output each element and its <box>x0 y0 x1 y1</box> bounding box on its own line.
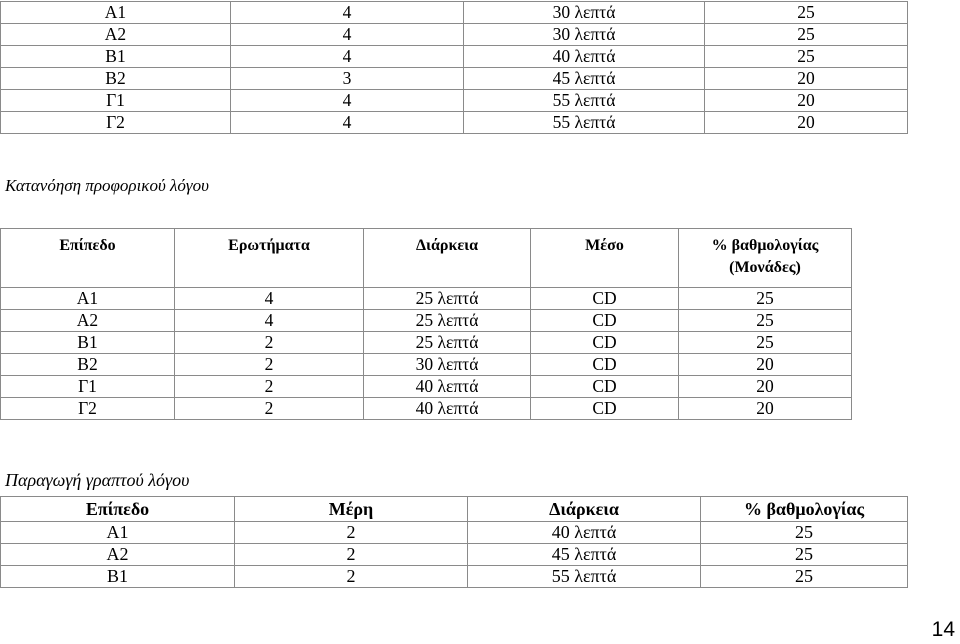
table-cell: 2 <box>175 354 364 376</box>
header-score: % βαθμολογίας (Μονάδες) <box>679 229 852 288</box>
table-cell: 25 λεπτά <box>364 332 531 354</box>
header-level: Επίπεδο <box>1 497 235 522</box>
table-cell: 25 <box>679 288 852 310</box>
table-cell: 2 <box>175 376 364 398</box>
table-cell: CD <box>531 398 679 420</box>
table-row <box>1 310 852 332</box>
header-questions: Ερωτήματα <box>175 229 364 288</box>
table-cell: CD <box>531 310 679 332</box>
table-cell: B1 <box>1 566 235 588</box>
table-cell: 4 <box>231 2 464 24</box>
header-level: Επίπεδο <box>1 229 175 288</box>
table-cell: B1 <box>1 332 175 354</box>
table-cell: A2 <box>1 544 235 566</box>
table-cell: 55 λεπτά <box>464 112 705 134</box>
table-cell: A1 <box>1 522 235 544</box>
writing-table <box>0 496 908 588</box>
table-row <box>1 288 852 310</box>
table-cell: 20 <box>705 90 908 112</box>
table-cell: B2 <box>1 68 231 90</box>
table-cell: A2 <box>1 24 231 46</box>
table-cell: 30 λεπτά <box>364 354 531 376</box>
table-row <box>1 376 852 398</box>
table-cell: 25 <box>679 332 852 354</box>
page-number: 14 <box>931 618 955 641</box>
table-cell: 2 <box>235 522 468 544</box>
table-cell: 45 λεπτά <box>468 544 701 566</box>
table-row <box>1 566 908 588</box>
table-cell: 25 <box>679 310 852 332</box>
table-cell: CD <box>531 288 679 310</box>
table-cell: 40 λεπτά <box>468 522 701 544</box>
table-cell: Γ2 <box>1 398 175 420</box>
table-row <box>1 522 908 544</box>
table-cell: B2 <box>1 354 175 376</box>
table-cell: 40 λεπτά <box>364 376 531 398</box>
table-row <box>1 112 908 134</box>
table-cell: 20 <box>679 354 852 376</box>
table-cell: 40 λεπτά <box>464 46 705 68</box>
table-cell: 4 <box>231 46 464 68</box>
header-parts: Μέρη <box>235 497 468 522</box>
table1-body <box>1 2 908 134</box>
table-cell: CD <box>531 376 679 398</box>
header-row <box>1 497 908 522</box>
listening-table <box>0 228 852 420</box>
table-cell: 20 <box>705 68 908 90</box>
table-cell: A2 <box>1 310 175 332</box>
table-cell: 4 <box>175 288 364 310</box>
table-cell: 25 λεπτά <box>364 288 531 310</box>
table2-body <box>1 288 852 420</box>
table-cell: 25 <box>701 566 908 588</box>
table-cell: 55 λεπτά <box>468 566 701 588</box>
table3-body <box>1 522 908 588</box>
table-cell: 3 <box>231 68 464 90</box>
table-cell: Γ1 <box>1 376 175 398</box>
header-medium: Μέσο <box>531 229 679 288</box>
table-cell: 25 <box>701 522 908 544</box>
table-cell: 45 λεπτά <box>464 68 705 90</box>
table-cell: 4 <box>231 90 464 112</box>
header-score: % βαθμολογίας <box>701 497 908 522</box>
exam-table-continued <box>0 1 908 134</box>
table-row <box>1 332 852 354</box>
table-row <box>1 2 908 24</box>
section-title-writing: Παραγωγή γραπτού λόγου <box>5 470 190 490</box>
table-cell: 20 <box>679 398 852 420</box>
table-cell: 30 λεπτά <box>464 2 705 24</box>
table-cell: B1 <box>1 46 231 68</box>
table-row <box>1 354 852 376</box>
table-row <box>1 24 908 46</box>
table-cell: 25 <box>705 24 908 46</box>
table-row <box>1 90 908 112</box>
table-cell: 40 λεπτά <box>364 398 531 420</box>
table-cell: 20 <box>679 376 852 398</box>
table-cell: CD <box>531 332 679 354</box>
table-cell: 2 <box>235 544 468 566</box>
table-cell: 20 <box>705 112 908 134</box>
table-cell: 25 <box>701 544 908 566</box>
table-cell: 25 <box>705 2 908 24</box>
table-cell: CD <box>531 354 679 376</box>
section-title-listening: Κατανόηση προφορικού λόγου <box>5 176 209 195</box>
table-row <box>1 544 908 566</box>
table-cell: 4 <box>231 24 464 46</box>
header-duration: Διάρκεια <box>468 497 701 522</box>
header-duration: Διάρκεια <box>364 229 531 288</box>
table-cell: 2 <box>235 566 468 588</box>
table-cell: Γ2 <box>1 112 231 134</box>
header-row <box>1 229 852 288</box>
table-cell: Γ1 <box>1 90 231 112</box>
table-row <box>1 46 908 68</box>
table-cell: A1 <box>1 288 175 310</box>
table-cell: 30 λεπτά <box>464 24 705 46</box>
table-cell: 55 λεπτά <box>464 90 705 112</box>
table-cell: 25 λεπτά <box>364 310 531 332</box>
table-cell: 2 <box>175 332 364 354</box>
table-cell: A1 <box>1 2 231 24</box>
table-cell: 2 <box>175 398 364 420</box>
table-cell: 4 <box>175 310 364 332</box>
table-row <box>1 398 852 420</box>
table-cell: 25 <box>705 46 908 68</box>
table-row <box>1 68 908 90</box>
table-cell: 4 <box>231 112 464 134</box>
